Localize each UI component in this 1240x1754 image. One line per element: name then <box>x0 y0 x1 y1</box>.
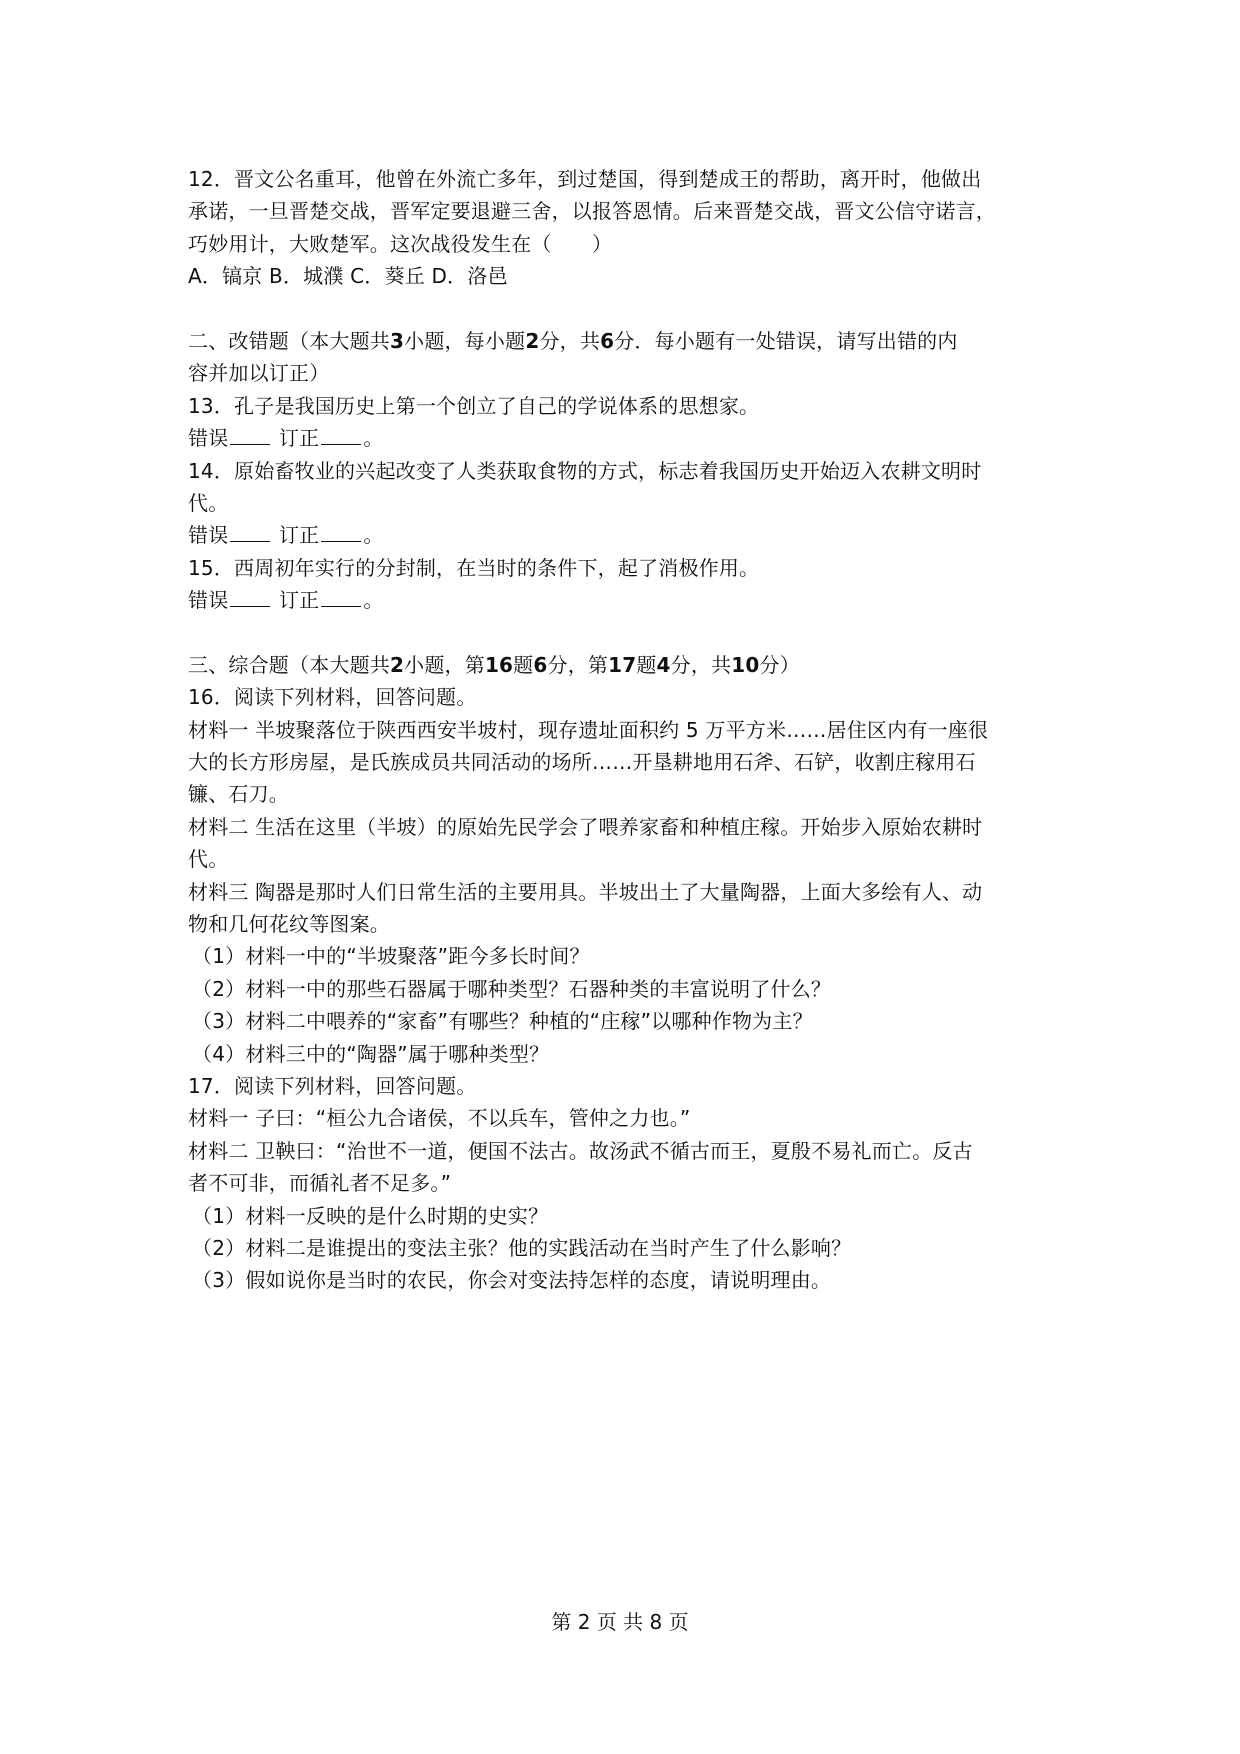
question-17-title: 17．阅读下列材料，回答问题。 <box>188 1073 477 1098</box>
sub-question-1: （1）材料一反映的是什么时期的史实？ <box>192 1203 549 1228</box>
fix-label: 订正 <box>278 523 320 548</box>
heading-text: 题 <box>636 652 657 677</box>
question-14-answer <box>188 519 1068 551</box>
period: 。 <box>363 588 384 613</box>
heading-points: 4 <box>656 652 671 677</box>
question-12 <box>188 163 1068 293</box>
material-3-line-1: 材料三 陶器是那时人们日常生活的主要用具。半坡出土了大量陶器，上面大多绘有人、动 <box>188 879 983 904</box>
spacer <box>188 616 1068 648</box>
spacer <box>188 293 1068 325</box>
sub-question-2: （2）材料一中的那些石器属于哪种类型？石器种类的丰富说明了什么？ <box>192 976 832 1001</box>
fix-label: 订正 <box>278 426 320 451</box>
fix-blank[interactable] <box>321 588 361 607</box>
heading-count: 3 <box>390 328 405 353</box>
material-2-line-1: 材料二 生活在这里（半坡）的原始先民学会了喂养家畜和种植庄稼。开始步入原始农耕时 <box>188 814 983 839</box>
heading-text: 分，共 <box>670 652 732 677</box>
material-1: 材料一 子曰：“桓公九合诸侯，不以兵车，管仲之力也。” <box>188 1106 691 1131</box>
heading-text: 小题，第 <box>404 652 485 677</box>
material-2-line-2: 者不可非，而循礼者不足多。” <box>188 1171 452 1196</box>
material-1-line-2: 大的长方形房屋，是氏族成员共同活动的场所……开垦耕地用石斧、石铲，收割庄稼用石 <box>188 750 976 775</box>
fix-blank[interactable] <box>321 523 361 542</box>
heading-text: 三、综合题（本大题共 <box>188 652 390 677</box>
question-12-line-1: 12．晋文公名重耳，他曾在外流亡多年，到过楚国，得到楚成王的帮助，离开时，他做出 <box>188 167 982 191</box>
sub-question-3: （3）材料二中喂养的“家畜”有哪些？种植的“庄稼”以哪种作物为主？ <box>192 1009 813 1034</box>
error-blank[interactable] <box>230 588 270 607</box>
section-3-heading <box>188 649 1068 681</box>
sub-question-2: （2）材料二是谁提出的变法主张？他的实践活动在当时产生了什么影响？ <box>192 1235 852 1260</box>
heading-text: 二、改错题（本大题共 <box>188 328 390 353</box>
section-3-comprehensive <box>188 649 1068 1297</box>
sub-question-4: （4）材料三中的“陶器”属于哪种类型？ <box>192 1041 550 1066</box>
fix-blank[interactable] <box>321 426 361 445</box>
heading-text: 分，共 <box>539 328 601 353</box>
fix-label: 订正 <box>278 588 320 613</box>
question-15: 15．西周初年实行的分封制，在当时的条件下，起了消极作用。 <box>188 555 760 580</box>
exam-page <box>188 163 1068 1297</box>
heading-qnum: 16 <box>484 652 514 677</box>
heading-total: 10 <box>731 652 760 677</box>
error-blank[interactable] <box>230 426 270 445</box>
heading-text: 小题，每小题 <box>404 328 526 353</box>
error-blank[interactable] <box>230 523 270 542</box>
question-17 <box>188 1070 1068 1297</box>
question-12-line-3: 巧妙用计，大败楚军。这次战役发生在（ ） <box>188 231 613 256</box>
heading-text: 分，第 <box>547 652 609 677</box>
question-12-options: A．镐京 B．城濮 C．葵丘 D．洛邑 <box>188 264 508 289</box>
sub-question-1: （1）材料一中的“半坡聚落”距今多长时间？ <box>192 944 590 969</box>
error-label: 错误 <box>188 588 229 613</box>
period: 。 <box>363 426 384 451</box>
material-1-line-1: 材料一 半坡聚落位于陕西西安半坡村，现存遗址面积约 5 万平方米……居住区内有一座很 <box>188 717 989 742</box>
heading-points: 2 <box>525 328 540 353</box>
question-13-answer <box>188 422 1068 454</box>
material-3-line-2: 物和几何花纹等图案。 <box>188 911 390 936</box>
error-label: 错误 <box>188 426 229 451</box>
material-2-line-1: 材料二 卫鞅曰：“治世不一道，便国不法古。故汤武不循古而王，夏殷不易礼而亡。反古 <box>188 1138 973 1163</box>
question-16-title: 16．阅读下列材料，回答问题。 <box>188 685 477 710</box>
section-2-correction <box>188 325 1068 617</box>
heading-qnum: 17 <box>608 652 637 677</box>
material-2-line-2: 代。 <box>188 847 229 872</box>
heading-points: 6 <box>533 652 548 677</box>
error-label: 错误 <box>188 523 229 548</box>
question-14-line-1: 14．原始畜牧业的兴起改变了人类获取食物的方式，标志着我国历史开始迈入农耕文明时 <box>188 458 982 483</box>
heading-count: 2 <box>390 652 405 677</box>
heading-text: 分） <box>759 652 800 677</box>
material-1-line-3: 镰、石刀。 <box>188 782 289 807</box>
page-number: 第 2 页 共 8 页 <box>551 1610 689 1634</box>
question-12-line-2: 承诺，一旦晋楚交战，晋军定要退避三舍，以报答恩情。后来晋楚交战，晋文公信守诺言， <box>188 199 996 224</box>
heading-text: 题 <box>513 652 534 677</box>
period: 。 <box>363 523 384 548</box>
sub-question-3: （3）假如说你是当时的农民，你会对变法持怎样的态度，请说明理由。 <box>192 1268 832 1293</box>
question-13: 13．孔子是我国历史上第一个创立了自己的学说体系的思想家。 <box>188 393 760 418</box>
section-2-heading-line-2: 容并加以订正） <box>188 361 330 386</box>
section-2-heading <box>188 325 1068 357</box>
heading-text: 分．每小题有一处错误，请写出错的内 <box>614 328 958 353</box>
question-15-answer <box>188 584 1068 616</box>
question-14-line-2: 代。 <box>188 490 229 515</box>
question-16 <box>188 681 1068 1070</box>
heading-total: 6 <box>600 328 615 353</box>
